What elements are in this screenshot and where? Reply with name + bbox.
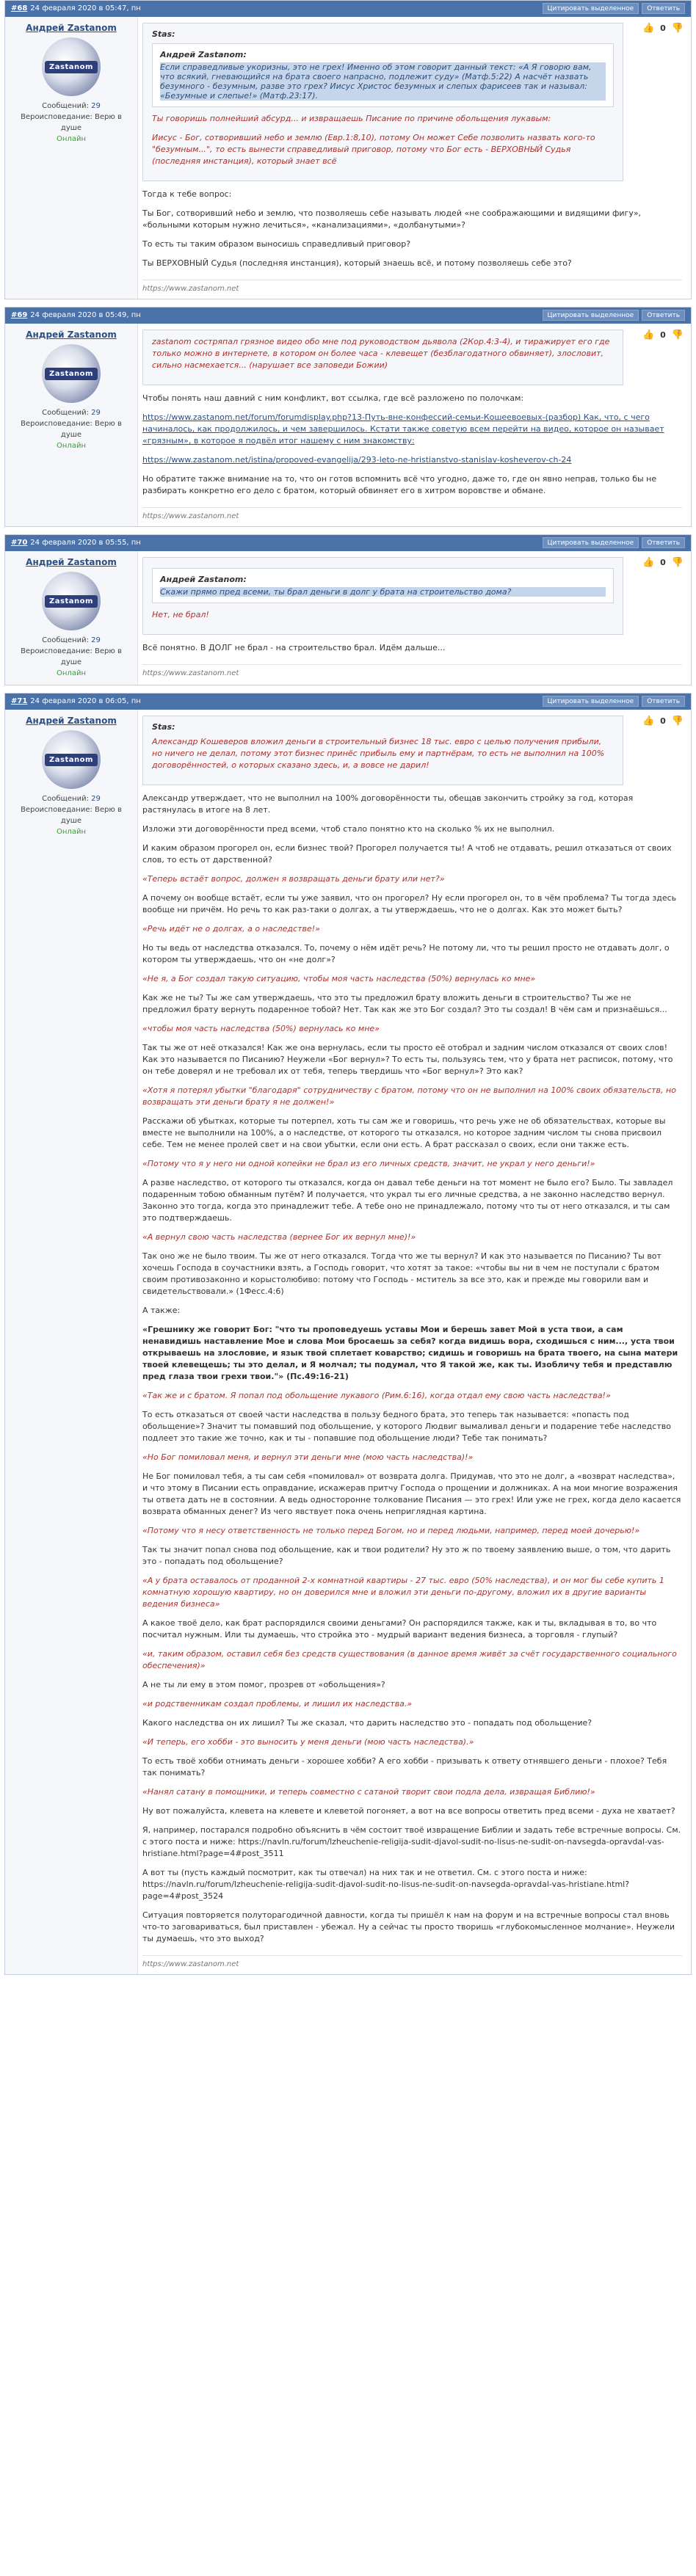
avatar-label: Zastanom	[45, 595, 98, 608]
quoted-claim: «Потому что я несу ответственность не только перед Богом, но и перед людьми, например, перед моей дочерью!»	[142, 1526, 640, 1535]
reply-button[interactable]: Ответить	[642, 537, 685, 548]
reply-button[interactable]: Ответить	[642, 696, 685, 707]
post-paragraph: Всё понятно. В ДОЛГ не брал - на строительство брал. Идём дальше...	[142, 643, 446, 652]
post-paragraph: Ну вот пожалуйста, клевета на клевете и клеветой погоняет, а вот на все вопросы ответить пред всеми - духа не хватает?	[142, 1806, 675, 1816]
thumbs-down-icon[interactable]: 👎	[671, 330, 684, 341]
post-paragraph: Ты ВЕРХОВНЫЙ Судья (последняя инстанция), который знаешь всё, и потому позволяешь себе это?	[142, 258, 572, 268]
author-panel	[5, 551, 137, 685]
quoted-claim: «Так же и с братом. Я попал под обольщение лукавого (Рим.6:16), когда отдал ему свою часть наследства!»	[142, 1391, 611, 1400]
cite-button[interactable]: Цитировать выделенное	[543, 696, 639, 707]
post-paragraph: Александр утверждает, что не выполнил на 100% договорённости ты, обещав закончить стройку за год, которая растянулась в итоге на 8 лет.	[142, 793, 634, 815]
post-date: 24 февраля 2020 в 06:05, пн	[30, 697, 141, 705]
post-paragraph: А не ты ли ему в этом помог, прозрев от «обольщения»?	[142, 1680, 385, 1689]
quote-text: Нет, не брал!	[152, 610, 209, 619]
post-content	[137, 710, 691, 1974]
quote-text: Александр Кошеверов вложил деньги в строительный бизнес 18 тыс. евро с целью получения прибыли, но ничего не делал, потому этот бизнес принёс прибыль ему и партнёрам, то есть не выполнил на 100% договорённостей, о которых сказано здесь, и, а вовсе не дарил!	[152, 737, 605, 770]
post-number-link[interactable]: #70	[11, 539, 28, 547]
reply-button[interactable]: Ответить	[642, 3, 685, 14]
post-paragraph: А также:	[142, 1306, 181, 1315]
author-name[interactable]: Андрей Zastanom	[26, 330, 117, 340]
online-status: Онлайн	[57, 828, 86, 836]
post-body-text	[142, 793, 682, 1945]
author-panel	[5, 710, 137, 1974]
thumbs-down-icon[interactable]: 👎	[671, 557, 684, 568]
avatar-label: Zastanom	[45, 368, 98, 380]
post-paragraph: Но обратите также внимание на то, что он готов вспомнить всё что угодно, даже то, где он явно неправ, только бы не разбирать конкретно его дело с братом, который обвиняет его в хитром воровстве и обмане.	[142, 474, 657, 495]
signature[interactable]: https://www.zastanom.net	[142, 507, 682, 520]
nested-quote	[152, 43, 614, 107]
post-header	[5, 694, 691, 710]
nested-quote	[152, 568, 614, 603]
author-name[interactable]: Андрей Zastanom	[26, 716, 117, 726]
rating-score: 0	[660, 330, 666, 340]
quote-text: Иисус - Бог, сотворивший небо и землю (Евр.1:8,10), потому Он может Себе позволить назвать кого-то "безумным...", то есть вынести справедливый приговор, потому что Бог есть - ВЕРХОВНЫЙ Судья (последняя инстанция), который знает всё	[152, 133, 595, 166]
post-paragraph: Чтобы понять наш давний с ним конфликт, вот ссылка, где всё разложено по полочкам:	[142, 393, 524, 403]
cite-button[interactable]: Цитировать выделенное	[543, 310, 639, 321]
messages-count[interactable]: 29	[91, 409, 101, 417]
post-link[interactable]: https://www.zastanom.net/forum/forumdisplay.php?13-Путь-вне-конфессий-семьи-Кошеевоевых-(разбор) Как, что, с чего начиналось, как продолжилось, и чем завершилось. Кстати также советую всем перейти на видео, которое он называет «грязным», в которое я подвёл итог нашему с ним знакомству:	[142, 412, 664, 445]
quote-author: Stas:	[152, 722, 175, 732]
post-header	[5, 1, 691, 17]
quoted-claim: «Теперь встаёт вопрос, должен я возвращать деньги брату или нет?»	[142, 874, 445, 884]
quoted-claim: «И теперь, его хобби - это выносить у меня деньги (мою часть наследства).»	[142, 1737, 474, 1747]
quote-block	[142, 23, 623, 181]
post-content	[137, 324, 691, 526]
messages-label: Сообщений:	[42, 102, 89, 110]
avatar[interactable]	[42, 344, 101, 403]
post	[4, 0, 692, 299]
creed-value: Верю в душе	[60, 420, 122, 439]
avatar-label: Zastanom	[45, 754, 98, 766]
post-header	[5, 535, 691, 551]
quoted-claim: «А у брата оставалось от проданной 2-х комнатной квартиры - 27 тыс. евро (50% наследства), и он мог бы себе купить 1 комнатную хорошую квартиру, но он доверился мне и вложил эти деньги по-другому, вложил их в другие варианты ведения бизнеса»	[142, 1576, 664, 1609]
post-date: 24 февраля 2020 в 05:55, пн	[30, 539, 141, 547]
quote-block	[142, 330, 623, 385]
post-paragraph: Расскажи об убытках, которые ты потерпел, хоть ты сам же и говоришь, что речь уже не об обязательствах, которые вы вместе не выполнили на 100%, а о наследстве, от которого ты отказался, но которое задним числом ты снова присвоил себе. Тем не менее пролей свет и на свои убытки, если они есть. А брат рассказал о своих, если они также есть.	[142, 1116, 666, 1149]
quote-author: Stas:	[152, 29, 175, 39]
cite-button[interactable]: Цитировать выделенное	[543, 537, 639, 548]
post-content	[137, 551, 691, 685]
quoted-claim: «Но Бог помиловал меня, и вернул эти деньги мне (мою часть наследства)!»	[142, 1452, 474, 1462]
author-name[interactable]: Андрей Zastanom	[26, 23, 117, 33]
quote-block	[142, 557, 623, 635]
post-paragraph: Так ты же от неё отказался! Как же она вернулась, если ты просто её отобрал и задним числом отказался от своих слов! Как это называется по Писанию? Неужели «Бог вернул»? То есть ты, пользуясь тем, что у брата нет расписок, потому, что он тебе доверял и не требовал их от тебя, теперь твердишь что «Бог вернул»? Это как?	[142, 1043, 673, 1076]
post-paragraph: А вот ты (пусть каждый посмотрит, как ты отвечал) на них так и не ответил. См. с этого поста и ниже: https://navln.ru/forum/lzheuchenie-religija-sudit-djavol-sudit-no-lisus-ne-sudit-on-navsegda-opravdal-vas-hristiane.html?page=4#post_3524	[142, 1868, 630, 1901]
creed-value: Верю в душе	[60, 806, 122, 825]
online-status: Онлайн	[57, 135, 86, 143]
post-paragraph: А почему он вообще встаёт, если ты уже заявил, что он прогорел? Ну если прогорел он, то в чём проблема? Ты тогда здесь вообще ни причём. Но речь то как раз-таки о долгах, а ты утверждаешь, что не о долгах. Как это может быть?	[142, 893, 677, 914]
quote-text: Ты говоришь полнейший абсурд... и извращаешь Писание по причине обольщения лукавым:	[152, 114, 551, 123]
post-paragraph: То есть ты таким образом выносишь справедливый приговор?	[142, 239, 411, 249]
post-paragraph: Так оно же не было твоим. Ты же от него отказался. Тогда что же ты вернул? И как это называется по Писанию? Ты вот хочешь Господа в соучастники взять, а Господь говорит, что хотят за такое: «чтобы вы ни в чем не поступали с братом своим противозаконно и корыстолюбиво: потому что Господь - мститель за все это, как и прежде мы говорили вам и свидетельствовали.» (1Фесс.4:6)	[142, 1251, 661, 1296]
post-number-link[interactable]: #71	[11, 697, 28, 705]
nested-quote-author: Андрей Zastanom:	[160, 575, 247, 584]
quote-text: zastanom состряпал грязное видео обо мне под руководством дьявола (2Кор.4:3-4), и тиражирует его где только можно в интернете, в котором он более часа - клевещет (безблагодатного обвиняет), злословит, сильно насмехается... (нарушает все заповеди Божии)	[152, 337, 610, 370]
post-paragraph: Ты Бог, сотворивший небо и землю, что позволяешь себе называть людей «не соображающими и видящими фигу», «больными которым нужно лечиться», «канализациями», «долбанутыми»?	[142, 208, 642, 230]
rating	[642, 330, 684, 341]
post-link[interactable]: https://www.zastanom.net/istina/propoved-evangelija/293-leto-ne-hristianstvo-stanislav-kosheverov-ch-24	[142, 455, 572, 465]
avatar[interactable]	[42, 730, 101, 789]
rating	[642, 557, 684, 568]
post-number-link[interactable]: #68	[11, 4, 28, 12]
quoted-claim: «чтобы моя часть наследства (50%) вернулась ко мне»	[142, 1024, 380, 1033]
thumbs-down-icon[interactable]: 👎	[671, 23, 684, 34]
rating-score: 0	[660, 716, 666, 726]
avatar[interactable]	[42, 37, 101, 96]
post-paragraph: А разве наследство, от которого ты отказался, когда он давал тебе деньги на тот момент не было его? Было. Ты завладел подаренным тобою обманным путём? И получается, что украл ты его личные средства, а не законно наследство вернул. Законно это тогда, когда это принадлежит тебе. А тебе оно не принадлежало, потому что ты от него отказался, и ты сам это подтверждаешь.	[142, 1178, 673, 1223]
post-paragraph: Изложи эти договорённости пред всеми, чтоб стало понятно кто на сколько % их не выполнил.	[142, 824, 555, 834]
messages-label: Сообщений:	[42, 409, 89, 417]
post-paragraph: Но ты ведь от наследства отказался. То, почему о нём идёт речь? Не потому ли, что ты решил просто не отдавать долг, о котором ты утверждаешь, что он «не долг»?	[142, 943, 670, 964]
quoted-claim: «и родственникам создал проблемы, и лишил их наследства.»	[142, 1699, 413, 1709]
nested-quote-text: Скажи прямо пред всеми, ты брал деньги в долг у брата на строительство дома?	[160, 587, 606, 597]
creed-label: Вероисповедание:	[21, 806, 93, 814]
messages-count[interactable]: 29	[91, 102, 101, 110]
rating	[642, 716, 684, 727]
quote-block	[142, 716, 623, 785]
quoted-claim: «Речь идёт не о долгах, а о наследстве!»	[142, 924, 320, 934]
quoted-claim: «Не я, а Бог создал такую ситуацию, чтобы моя часть наследства (50%) вернулась ко мне»	[142, 974, 536, 983]
author-name[interactable]: Андрей Zastanom	[26, 557, 117, 567]
quoted-claim: «А вернул свою часть наследства (вернее Бог их вернул мне)!»	[142, 1232, 416, 1242]
messages-count[interactable]: 29	[91, 636, 101, 644]
rating-score: 0	[660, 558, 666, 567]
author-panel	[5, 17, 137, 299]
reply-button[interactable]: Ответить	[642, 310, 685, 321]
post-paragraph: Тогда к тебе вопрос:	[142, 189, 232, 199]
post-date: 24 февраля 2020 в 05:49, пн	[30, 311, 141, 319]
signature[interactable]: https://www.zastanom.net	[142, 664, 682, 677]
creed-value: Верю в душе	[60, 113, 122, 132]
thumbs-up-icon[interactable]: 👍	[642, 716, 655, 727]
post	[4, 307, 692, 527]
creed-label: Вероисповедание:	[21, 113, 93, 121]
post-content	[137, 17, 691, 299]
post	[4, 534, 692, 685]
thumbs-up-icon[interactable]: 👍	[642, 557, 655, 568]
post-paragraph: Как же не ты? Ты же сам утверждаешь, что это ты предложил брату вложить деньги в строительство? Ты же не предложил брату вернуть подаренное тобой? Нет. Так как же это Бог создал? Это ты создал! В чём сам и признаёшься...	[142, 993, 667, 1014]
quoted-claim: «Хотя я потерял убытки "благодаря" сотрудничеству с братом, потому что он не выполнил на 100% своих обязательств, но возвращать эти деньги брату я не должен!»	[142, 1085, 676, 1107]
post-date: 24 февраля 2020 в 05:47, пн	[30, 4, 141, 12]
messages-count[interactable]: 29	[91, 795, 101, 803]
online-status: Онлайн	[57, 442, 86, 450]
creed-label: Вероисповедание:	[21, 420, 93, 428]
post-paragraph: Не Бог помиловал тебя, а ты сам себя «помиловал» от возврата долга. Придумав, что это не долг, а «возврат наследства», и что этому в Писании есть оправдание, искажерав притчу Господа о прощении и должниках. А на мои многие возражения ты ответа дать не в состоянии. А ведь односторонне толкование Писания — это грех! Или уже не грех, когда дело касается возврата обманных денег? Из чего явствует пока очень неприглядная картина.	[142, 1471, 681, 1516]
post-paragraph: А какое твоё дело, как брат распорядился своими деньгами? Он распорядился также, как и ты, вкладывая в то, во что посчитал нужным. Или ты думаешь, что стройка это - мудрый вариант ведения бизнеса, а торговля - глупый?	[142, 1618, 657, 1640]
signature[interactable]: https://www.zastanom.net	[142, 1955, 682, 1968]
avatar[interactable]	[42, 572, 101, 630]
online-status: Онлайн	[57, 669, 86, 677]
thumbs-up-icon[interactable]: 👍	[642, 330, 655, 341]
rating	[642, 23, 684, 34]
creed-label: Вероисповедание:	[21, 647, 93, 655]
messages-label: Сообщений:	[42, 795, 89, 803]
post-paragraph: Какого наследства он их лишил? Ты же сказал, что дарить наследство это - попадать под обольщение?	[142, 1718, 592, 1728]
post-paragraph: И каким образом прогорел он, если бизнес твой? Прогорел получается ты! А чтоб не отдавать, решил отказаться от своих слов, то есть от дарственной?	[142, 843, 672, 865]
post-number-link[interactable]: #69	[11, 311, 28, 319]
post-paragraph: То есть отказаться от своей части наследства в пользу бедного брата, это теперь так называется: «попасть под обольщение»? Значит ты помавший под обольщение, у которого Людвиг вымаливал деньги и подарение тебе наследство подлеет это такие же точно, как и ты - попавшие под обольщение люди? Тебе так понимать?	[142, 1410, 671, 1443]
quoted-claim: «Нанял сатану в помощники, и теперь совместно с сатаной творит свои подла дела, извращая Библию!»	[142, 1787, 595, 1797]
post-paragraph: Я, например, постарался подробно объяснить в чём состоит твоё извращение Библии и задать тебе встречные вопросы. См. с этого поста и ниже: https://navln.ru/forum/lzheuchenie-religija-sudit-djavol-sudit-no-lisus-ne-sudit-on-navsegda-opravdal-vas-hristiane.html?page=4#post_3511	[142, 1825, 681, 1858]
creed-value: Верю в душе	[60, 647, 122, 666]
post-paragraph: То есть твоё хобби отнимать деньги - хорошее хобби? А его хобби - призывать к ответу отнявшего деньги - плохое? Тебя так понимать?	[142, 1756, 667, 1778]
quoted-claim: «Потому что я у него ни одной копейки не брал из его личных средств, значит, не украл у него деньги!»	[142, 1159, 595, 1168]
avatar-label: Zastanom	[45, 61, 98, 73]
cite-button[interactable]: Цитировать выделенное	[543, 3, 639, 14]
thumbs-up-icon[interactable]: 👍	[642, 23, 655, 34]
rating-score: 0	[660, 23, 666, 33]
signature[interactable]: https://www.zastanom.net	[142, 280, 682, 293]
post-paragraph: Ситуация повторяется полуторагодичной давности, когда ты пришёл к нам на форум и на встречные вопросы стал вновь что-то заговариваться, был приставлен - убежал. Ну а сейчас ты просто творишь «глубокомысленное молчание». Неужели ты думаешь, что это выход?	[142, 1910, 675, 1943]
post	[4, 693, 692, 1975]
thumbs-down-icon[interactable]: 👎	[671, 716, 684, 727]
quoted-claim: «и, таким образом, оставил себя без средств существования (в данное время живёт за счёт государственного социального обеспечения)»	[142, 1649, 677, 1670]
post-paragraph: Так ты значит попал снова под обольщение, как и твои родители? Ну это ж по твоему заявлению выше, о том, что дарить это - попадать под обольщение?	[142, 1545, 671, 1566]
post-header	[5, 308, 691, 324]
messages-label: Сообщений:	[42, 636, 89, 644]
scripture-quote: «Грешнику же говорит Бог: "что ты проповедуешь уставы Мои и берешь завет Мой в уста твои, а сам ненавидишь наставление Мое и слова Мои бросаешь за себя? когда видишь вора, сходишься с ним..., уста твои открываешь на злословие, и язык твой сплетает коварство; сидишь и говоришь на брата твоего, на сына матери твоей клевещешь; ты это делал, и Я молчал; ты подумал, что Я такой же, как ты. Изобличу тебя и представлю пред глаза твои грехи твои."» (Пс.49:16-21)	[142, 1325, 678, 1381]
nested-quote-text: Если справедливые укоризны, это не грех! Именно об этом говорит данный текст: «А Я говорю вам, что всякий, гневающийся на брата своего напрасно, подлежит суду» (Матф.5:22) А насчёт назвать безумного - безумным, разве это грех? Иисус Христос безумных и слепых фарисеев так и называл: «Безумные и слепые!» (Матф.23:17).	[160, 62, 606, 101]
nested-quote-author: Андрей Zastanom:	[160, 50, 247, 59]
author-panel	[5, 324, 137, 526]
